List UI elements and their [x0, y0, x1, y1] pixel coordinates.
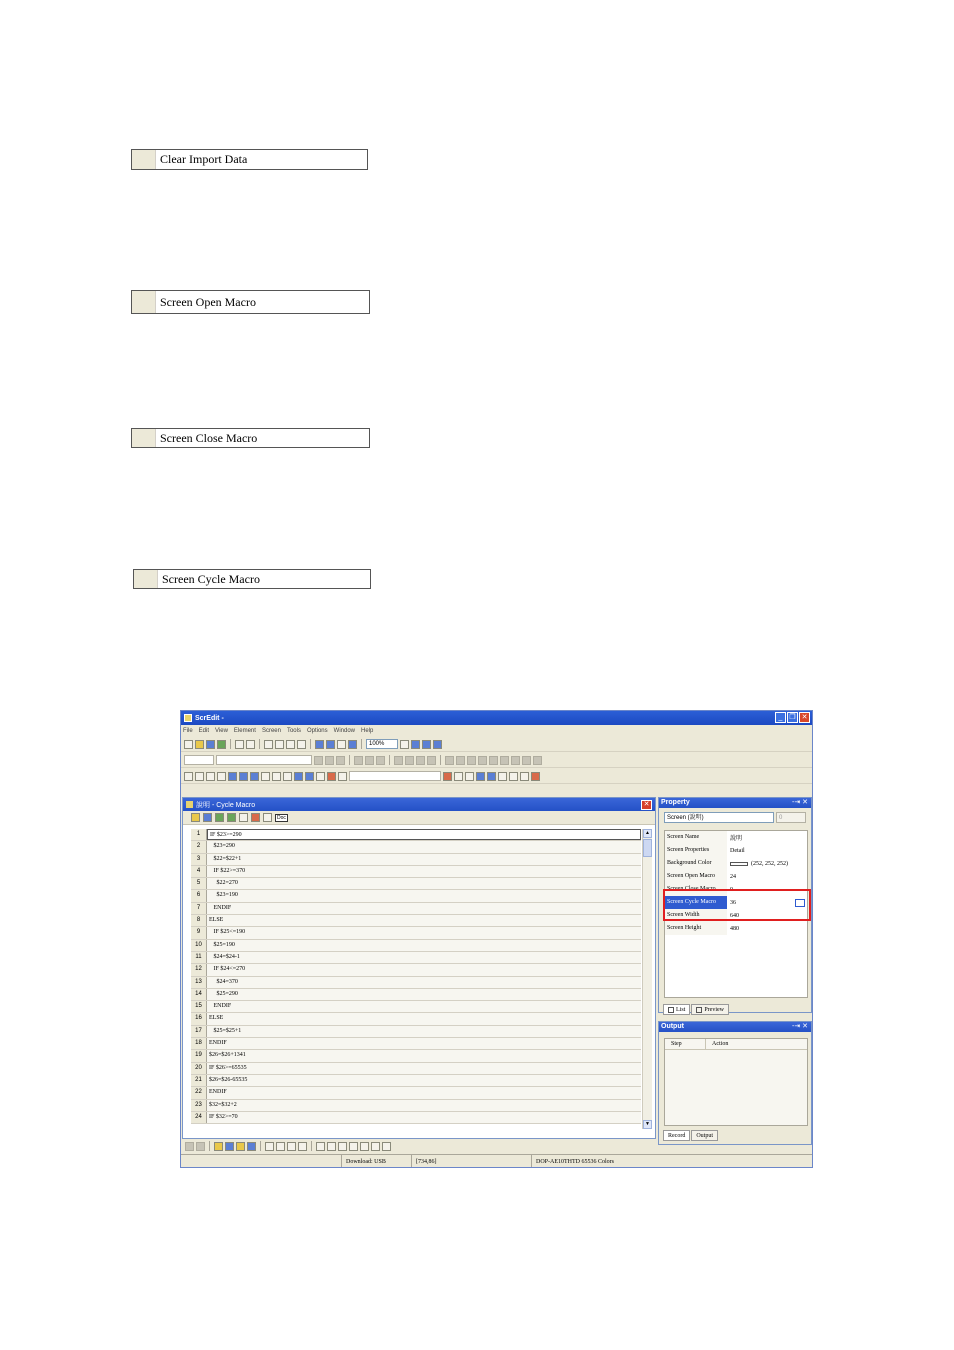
- line-number: 9: [191, 927, 207, 938]
- pipe-element-icon[interactable]: [217, 772, 226, 781]
- menu-screen[interactable]: Screen: [261, 727, 281, 734]
- new-icon[interactable]: [184, 740, 193, 749]
- space-v-icon[interactable]: [349, 1142, 358, 1151]
- order3-icon[interactable]: [511, 756, 520, 765]
- property-value[interactable]: 36: [730, 899, 736, 906]
- menu-file[interactable]: File: [183, 727, 193, 734]
- code-line[interactable]: [191, 977, 641, 989]
- highlight-box: [663, 886, 811, 921]
- undo-icon[interactable]: [235, 740, 244, 749]
- property-key: Screen Name: [665, 831, 727, 844]
- code-line[interactable]: [191, 841, 641, 853]
- text-color-icon[interactable]: [394, 756, 403, 765]
- menu-window[interactable]: Window: [333, 727, 355, 734]
- line-number: 7: [191, 903, 207, 914]
- menu-item-screen-close-macro[interactable]: [131, 428, 370, 448]
- menu-help[interactable]: Help: [361, 727, 374, 734]
- separator: [440, 755, 441, 765]
- property-row[interactable]: [665, 831, 807, 844]
- code-line[interactable]: [191, 866, 641, 878]
- line-number: 17: [191, 1026, 207, 1037]
- menu-item-label: Clear Import Data: [160, 152, 248, 166]
- line-number: 5: [191, 878, 207, 889]
- line-code[interactable]: ENDIF: [207, 1087, 641, 1098]
- output-title-text: Output: [661, 1023, 684, 1030]
- index-select[interactable]: 0: [776, 812, 806, 823]
- print-icon[interactable]: [337, 740, 346, 749]
- macro-code-list[interactable]: [191, 829, 641, 1129]
- line-number: 1: [191, 829, 207, 840]
- ungroup-icon[interactable]: [478, 756, 487, 765]
- output-tabs: [663, 1130, 718, 1141]
- output-table: [664, 1038, 808, 1126]
- export-icon[interactable]: [217, 740, 226, 749]
- line-code[interactable]: $26=$26+1341: [207, 1050, 641, 1061]
- cut-icon[interactable]: [264, 740, 273, 749]
- line-number: 6: [191, 890, 207, 901]
- screen-icon[interactable]: [315, 740, 324, 749]
- tab-record[interactable]: Record: [663, 1130, 690, 1141]
- property-key: Screen Close Macro: [665, 883, 727, 896]
- line-number: 2: [191, 841, 207, 852]
- progress-strip: [181, 1167, 241, 1168]
- restore-button[interactable]: ❐: [787, 712, 798, 723]
- order-icon[interactable]: [489, 756, 498, 765]
- line-code[interactable]: $25=190: [207, 940, 641, 951]
- code-line[interactable]: [191, 1063, 641, 1075]
- copy-icon[interactable]: [275, 740, 284, 749]
- code-line[interactable]: [191, 1087, 641, 1099]
- line-number: 10: [191, 940, 207, 951]
- line-code[interactable]: IF $24<=270: [207, 964, 641, 975]
- minimize-button[interactable]: _: [775, 712, 786, 723]
- output-title: [659, 1022, 811, 1032]
- shape-circle-icon[interactable]: [465, 772, 474, 781]
- property-key: Screen Width: [665, 909, 727, 922]
- line-code[interactable]: ELSE: [207, 915, 641, 926]
- line-code[interactable]: IF $32>=70: [207, 1112, 641, 1123]
- menu-item-label: Screen Close Macro: [160, 430, 258, 445]
- menu-tools[interactable]: Tools: [286, 727, 301, 734]
- menu-gutter: [132, 291, 156, 313]
- code-line[interactable]: [191, 927, 641, 939]
- button-element-icon[interactable]: [184, 772, 193, 781]
- code-line[interactable]: [191, 964, 641, 976]
- property-key: Screen Properties: [665, 844, 727, 857]
- code-line[interactable]: [191, 1075, 641, 1087]
- move-up-icon[interactable]: [215, 813, 224, 822]
- line-number: 14: [191, 989, 207, 1000]
- separator: [310, 739, 311, 749]
- window-titlebar: [181, 711, 812, 725]
- close-button[interactable]: ✕: [799, 712, 810, 723]
- menu-options[interactable]: Options: [306, 727, 328, 734]
- line-number: 22: [191, 1087, 207, 1098]
- separator: [349, 755, 350, 765]
- line-number: 11: [191, 952, 207, 963]
- save-macro-icon[interactable]: [203, 813, 212, 822]
- element-toolbar: [181, 769, 812, 784]
- editor-title: 說明 - Cycle Macro: [196, 801, 256, 809]
- separator: [361, 739, 362, 749]
- scroll-thumb[interactable]: [643, 839, 652, 857]
- property-value[interactable]: 640: [730, 912, 739, 919]
- same-height-icon[interactable]: [327, 1142, 336, 1151]
- property-key: Background Color: [665, 857, 727, 870]
- backward-icon[interactable]: [247, 1142, 256, 1151]
- arrow-updown-icon[interactable]: [365, 756, 374, 765]
- line-code[interactable]: $23=190: [207, 890, 641, 901]
- group-icon[interactable]: [467, 756, 476, 765]
- format-toolbar: [181, 753, 812, 768]
- property-row[interactable]: [665, 922, 807, 935]
- order2-icon[interactable]: [500, 756, 509, 765]
- align-top-icon[interactable]: [298, 1142, 307, 1151]
- menu-element[interactable]: Element: [233, 727, 256, 734]
- scroll-up-icon[interactable]: ▲: [643, 829, 652, 838]
- code-line[interactable]: [191, 940, 641, 952]
- code-line[interactable]: [191, 829, 641, 841]
- keypad-element-icon[interactable]: [316, 772, 325, 781]
- main-toolbar: [181, 737, 812, 752]
- align-right2-icon[interactable]: [287, 1142, 296, 1151]
- menu-item-screen-cycle-macro[interactable]: [133, 569, 371, 589]
- property-row[interactable]: [665, 844, 807, 857]
- shape-scale-icon[interactable]: [509, 772, 518, 781]
- line-code[interactable]: ENDIF: [207, 1038, 641, 1049]
- code-line[interactable]: [191, 915, 641, 927]
- menu-gutter: [132, 429, 156, 447]
- code-line[interactable]: [191, 1001, 641, 1013]
- insert-line-icon[interactable]: [239, 813, 248, 822]
- editor-titlebar: [183, 798, 655, 811]
- separator: [259, 739, 260, 749]
- line-number: 16: [191, 1013, 207, 1024]
- menubar: [181, 725, 812, 736]
- italic-icon[interactable]: [416, 756, 425, 765]
- menu-item-label: Screen Open Macro: [160, 294, 256, 309]
- preview-icon: [696, 1007, 702, 1013]
- menu-item-label: Screen Cycle Macro: [162, 571, 260, 586]
- shape-picture-icon[interactable]: [520, 772, 529, 781]
- code-line[interactable]: [191, 989, 641, 1001]
- sampling-element-icon[interactable]: [327, 772, 336, 781]
- scroll-down-icon[interactable]: ▼: [643, 1120, 652, 1129]
- window-title: ScrEdit -: [195, 714, 224, 722]
- zoom-in-icon[interactable]: [411, 740, 420, 749]
- arrow-up-icon[interactable]: [354, 756, 363, 765]
- history-element-icon[interactable]: [305, 772, 314, 781]
- shape-poly-icon[interactable]: [487, 772, 496, 781]
- pin-close-icon[interactable]: -⇥ ✕: [791, 1023, 808, 1030]
- shape-line-icon[interactable]: [443, 772, 452, 781]
- download-icon[interactable]: [348, 740, 357, 749]
- menu-item-clear-import-data[interactable]: [131, 149, 368, 170]
- order4-icon[interactable]: [522, 756, 531, 765]
- lamp-element-icon[interactable]: [239, 772, 248, 781]
- align-right-icon[interactable]: [336, 756, 345, 765]
- layout-toolbar: [182, 1139, 656, 1153]
- grid-icon[interactable]: [185, 1142, 194, 1151]
- input-element-icon[interactable]: [261, 772, 270, 781]
- multi-element-icon[interactable]: [338, 772, 347, 781]
- doc-button[interactable]: Doc: [277, 814, 286, 821]
- line-code[interactable]: $25=$25+1: [207, 1026, 641, 1037]
- status-model: DOP-AE10THTD 65536 Colors: [531, 1155, 691, 1168]
- zoom-out-icon[interactable]: [422, 740, 431, 749]
- editor-close-button[interactable]: ✕: [641, 800, 652, 810]
- separator: [260, 1141, 261, 1151]
- code-line[interactable]: [191, 1100, 641, 1112]
- zoom-fit-icon[interactable]: [433, 740, 442, 749]
- shape-arc-icon[interactable]: [476, 772, 485, 781]
- graphic-element-icon[interactable]: [250, 772, 259, 781]
- property-panel: [658, 797, 812, 1013]
- tab-preview[interactable]: [691, 1004, 729, 1015]
- line-code[interactable]: ELSE: [207, 1013, 641, 1024]
- line-code[interactable]: ENDIF: [207, 1001, 641, 1012]
- property-title: [659, 798, 811, 808]
- line-number: 12: [191, 964, 207, 975]
- line-code[interactable]: $23=290: [207, 841, 641, 852]
- color-swatch[interactable]: [730, 862, 748, 866]
- property-value[interactable]: 說明: [730, 836, 743, 842]
- macro-editor: [182, 797, 656, 1139]
- zoom-dropdown-icon[interactable]: [400, 740, 409, 749]
- line-code[interactable]: $24=370: [207, 977, 641, 988]
- line-code[interactable]: IF $23>=290: [207, 829, 641, 840]
- line-code[interactable]: $24=$24-1: [207, 952, 641, 963]
- macro-icon: [186, 801, 193, 808]
- column-action: Action: [705, 1039, 728, 1049]
- status-bar: [181, 1154, 812, 1168]
- line-number: 19: [191, 1050, 207, 1061]
- line-code[interactable]: $22=$22+1: [207, 854, 641, 865]
- tab-list[interactable]: [663, 1004, 690, 1015]
- redo-icon[interactable]: [246, 740, 255, 749]
- code-line[interactable]: [191, 1038, 641, 1050]
- property-row[interactable]: [665, 857, 807, 870]
- space-h-icon[interactable]: [338, 1142, 347, 1151]
- code-line[interactable]: [191, 1112, 641, 1124]
- tab-output[interactable]: Output: [691, 1130, 718, 1141]
- fill-icon[interactable]: [456, 756, 465, 765]
- underline-icon[interactable]: [427, 756, 436, 765]
- pin-close-icon[interactable]: -⇥ ✕: [791, 799, 808, 806]
- line-code[interactable]: $22=270: [207, 878, 641, 889]
- output-panel: [658, 1021, 812, 1145]
- line-code[interactable]: $32=$32+2: [207, 1100, 641, 1111]
- tab-label: List: [676, 1006, 686, 1013]
- bar-element-icon[interactable]: [206, 772, 215, 781]
- editor-scrollbar[interactable]: [642, 829, 652, 1129]
- line-code[interactable]: $26=$26-65535: [207, 1075, 641, 1086]
- status-coords: [734,86]: [411, 1155, 531, 1168]
- delete-line-icon[interactable]: [251, 813, 260, 822]
- screen-copy-icon[interactable]: [326, 740, 335, 749]
- line-number: 23: [191, 1100, 207, 1111]
- curve-element-icon[interactable]: [272, 772, 281, 781]
- code-line[interactable]: [191, 878, 641, 890]
- center-v-icon[interactable]: [371, 1142, 380, 1151]
- code-line[interactable]: [191, 890, 641, 902]
- separator: [389, 755, 390, 765]
- line-code[interactable]: IF $26>=65535: [207, 1063, 641, 1074]
- property-value[interactable]: 480: [730, 925, 739, 932]
- open-macro-icon[interactable]: [191, 813, 200, 822]
- pie-element-icon[interactable]: [228, 772, 237, 781]
- save-icon[interactable]: [206, 740, 215, 749]
- object-select[interactable]: Screen (說明): [664, 812, 774, 823]
- separator: [209, 1141, 210, 1151]
- zoom-select[interactable]: 100%: [366, 739, 398, 749]
- line-code[interactable]: IF $25<=190: [207, 927, 641, 938]
- app-icon: [184, 714, 192, 722]
- line-code[interactable]: IF $22>=370: [207, 866, 641, 877]
- line-code[interactable]: ENDIF: [207, 903, 641, 914]
- layer-select[interactable]: [184, 755, 214, 765]
- color-value: (252, 252, 252): [751, 860, 788, 867]
- line-number: 15: [191, 1001, 207, 1012]
- size-icon[interactable]: [382, 1142, 391, 1151]
- line-number: 3: [191, 854, 207, 865]
- check-icon[interactable]: [263, 813, 272, 822]
- shape-rect-icon[interactable]: [454, 772, 463, 781]
- column-step: Step: [671, 1041, 682, 1047]
- shape-text-icon[interactable]: [498, 772, 507, 781]
- property-value[interactable]: Detail: [730, 847, 745, 854]
- bold-icon[interactable]: [405, 756, 414, 765]
- code-line[interactable]: [191, 952, 641, 964]
- font-select[interactable]: [216, 755, 312, 765]
- property-key: Screen Cycle Macro: [665, 896, 727, 909]
- align-left2-icon[interactable]: [265, 1142, 274, 1151]
- property-value[interactable]: 24: [730, 873, 736, 880]
- alarm-element-icon[interactable]: [294, 772, 303, 781]
- line-number: 13: [191, 977, 207, 988]
- property-key: Screen Height: [665, 922, 727, 935]
- line-icon[interactable]: [445, 756, 454, 765]
- line-number: 8: [191, 915, 207, 926]
- property-value[interactable]: [727, 861, 788, 867]
- same-width-icon[interactable]: [316, 1142, 325, 1151]
- meter-element-icon[interactable]: [195, 772, 204, 781]
- find-icon[interactable]: [297, 740, 306, 749]
- line-number: 24: [191, 1112, 207, 1123]
- paste-icon[interactable]: [286, 740, 295, 749]
- property-title-text: Property: [661, 799, 690, 806]
- editor-toolbar: [183, 811, 655, 825]
- separator: [230, 739, 231, 749]
- tab-label: Preview: [704, 1006, 725, 1013]
- move-down-icon[interactable]: [227, 813, 236, 822]
- screnedit-window: [180, 710, 813, 1168]
- table-element-icon[interactable]: [283, 772, 292, 781]
- code-line[interactable]: [191, 903, 641, 915]
- center-h-icon[interactable]: [360, 1142, 369, 1151]
- snap-icon[interactable]: [196, 1142, 205, 1151]
- arrow-down-icon[interactable]: [376, 756, 385, 765]
- open-icon[interactable]: [195, 740, 204, 749]
- line-number: 20: [191, 1063, 207, 1074]
- status-download: Download: USB: [341, 1155, 411, 1168]
- code-line[interactable]: [191, 854, 641, 866]
- output-table-header: [665, 1039, 807, 1050]
- bring-front-icon[interactable]: [214, 1142, 223, 1151]
- menu-gutter: [134, 570, 158, 588]
- order5-icon[interactable]: [533, 756, 542, 765]
- shape-special-icon[interactable]: [531, 772, 540, 781]
- menu-edit[interactable]: Edit: [198, 727, 210, 734]
- line-number: 4: [191, 866, 207, 877]
- menu-view[interactable]: View: [215, 727, 228, 734]
- forward-icon[interactable]: [236, 1142, 245, 1151]
- line-code[interactable]: $25=290: [207, 989, 641, 1000]
- align-center2-icon[interactable]: [276, 1142, 285, 1151]
- line-number: 18: [191, 1038, 207, 1049]
- property-row[interactable]: [665, 870, 807, 883]
- send-back-icon[interactable]: [225, 1142, 234, 1151]
- align-center-icon[interactable]: [325, 756, 334, 765]
- align-left-icon[interactable]: [314, 756, 323, 765]
- code-line[interactable]: [191, 1013, 641, 1025]
- menu-item-screen-open-macro[interactable]: [131, 290, 370, 314]
- code-line[interactable]: [191, 1026, 641, 1038]
- code-line[interactable]: [191, 1050, 641, 1062]
- list-icon: [668, 1007, 674, 1013]
- property-tabs: [663, 1004, 729, 1015]
- shape-select[interactable]: [349, 771, 441, 781]
- separator: [311, 1141, 312, 1151]
- line-number: 21: [191, 1075, 207, 1086]
- property-value[interactable]: 0: [730, 886, 733, 893]
- property-key: Screen Open Macro: [665, 870, 727, 883]
- menu-gutter: [132, 150, 156, 169]
